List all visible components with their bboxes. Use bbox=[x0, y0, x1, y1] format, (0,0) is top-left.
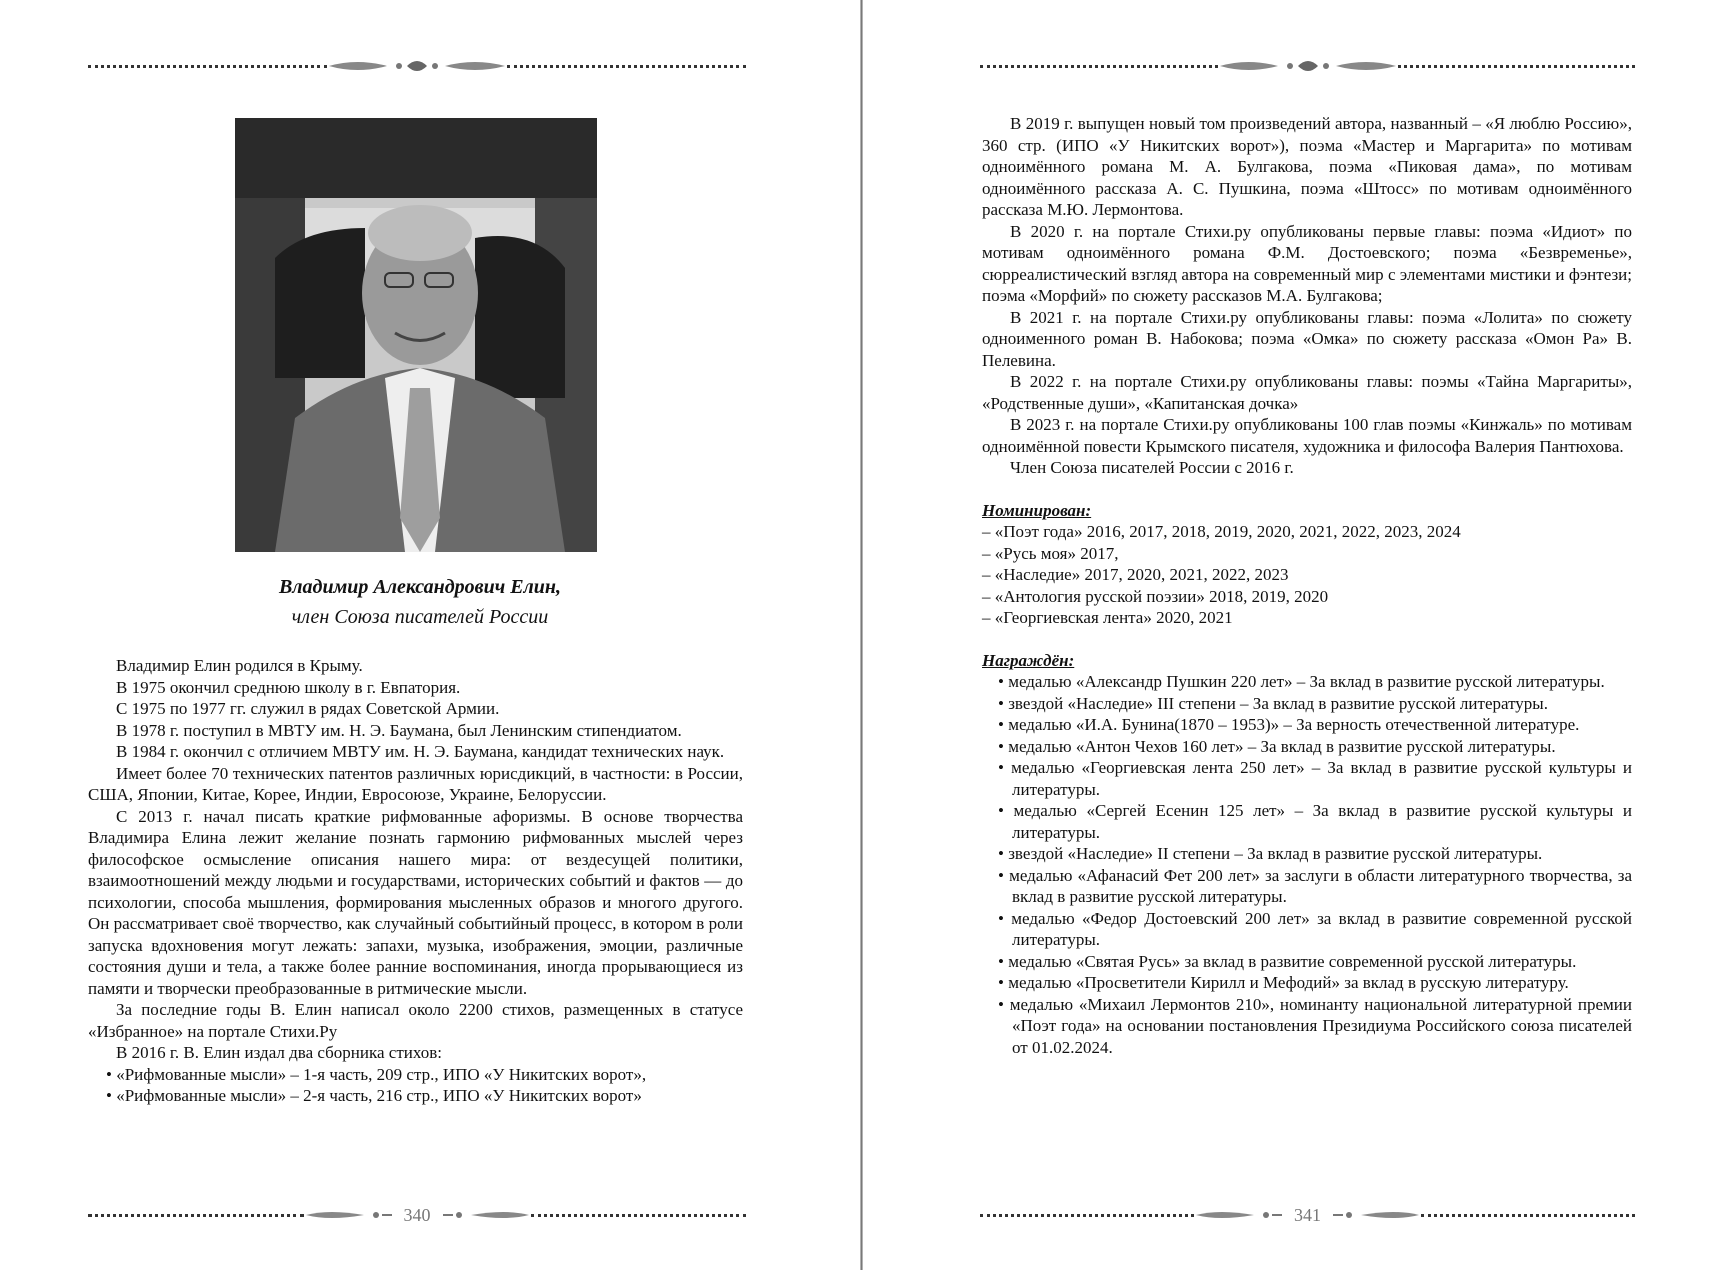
bio-paragraph: С 2013 г. начал писать краткие рифмованные афоризмы. В основе творчества Владимира Елина лежит желание познать гармонию рифмованных мыслей через философское осмысление описания нашего мира: от вездесущей политики, взаимоотношений между людьми и государствами, исторических событий и фактов — до психологии, способа мышления, формирования мысленных образов и многого другого. Он рассматривает своё творчество, как случайный событийный процесс, в котором в роли запуска вдохновения могут лежать: запахи, музыка, изображения, эмоции, различные состояния души и тела, а также более ранние воспоминания, иногда прорывающиеся из памяти и творчески преобразованные в ритмические мысли. bbox=[88, 806, 743, 998]
bio-paragraph: В 1978 г. поступил в МВТУ им. Н. Э. Баумана, был Ленинским стипендиатом. bbox=[116, 720, 682, 740]
nomination-item: – «Поэт года» 2016, 2017, 2018, 2019, 2020, 2021, 2022, 2023, 2024 bbox=[982, 522, 1461, 541]
left-biography-text bbox=[88, 655, 743, 1107]
bio-paragraph: С 1975 по 1977 гг. служил в рядах Советской Армии. bbox=[116, 699, 500, 718]
award-item: • медалью «Афанасий Фет 200 лет» за заслуги в области литературного творчества, за вклад в развитие русской литературы. bbox=[998, 865, 1632, 906]
page-number: 340 bbox=[403, 1204, 431, 1225]
bio-paragraph: В 2022 г. на портале Стихи.ру опубликованы главы: поэмы «Тайна Маргариты», «Родственные души», «Капитанская дочка» bbox=[982, 372, 1632, 413]
award-item: • звездой «Наследие» II степени – За вклад в развитие русской литературы. bbox=[998, 844, 1543, 863]
ornament-icon bbox=[1331, 1207, 1421, 1223]
award-item: • медалью «Георгиевская лента 250 лет» – За вклад в развитие русской культуры и литературы. bbox=[998, 758, 1632, 799]
nomination-item: – «Антология русской поэзии» 2018, 2019, 2020 bbox=[982, 586, 1329, 606]
award-item: • медалью «Святая Русь» за вклад в развитие современной русской литературы. bbox=[998, 951, 1577, 971]
ornament-icon bbox=[327, 56, 507, 76]
award-item: • медалью «Михаил Лермонтов 210», номинанту национальной литературной премии «Поэт года» на основании постановления Президиума Российского союза писателей от 01.02.2024. bbox=[998, 994, 1632, 1057]
award-item: • медалью «И.А. Бунина(1870 – 1953)» – За верность отечественной литературе. bbox=[998, 715, 1580, 734]
ornament-icon bbox=[304, 1207, 394, 1223]
page-number: 341 bbox=[1294, 1204, 1321, 1225]
ornament-icon bbox=[441, 1207, 531, 1223]
bio-paragraph: В 1984 г. окончил с отличием МВТУ им. Н. Э. Баумана, кандидат технических наук. bbox=[116, 742, 725, 761]
nomination-item: – «Русь моя» 2017, bbox=[982, 543, 1119, 563]
author-photo bbox=[235, 118, 597, 552]
award-item: • медалью «Сергей Есенин 125 лет» – За вклад в развитие русской культуры и литературы. bbox=[998, 801, 1632, 842]
award-item: • медалью «Федор Достоевский 200 лет» за вклад в развитие современной русской литературы. bbox=[998, 908, 1633, 949]
book-list-item: • «Рифмованные мысли» – 2-я часть, 216 стр., ИПО «У Никитских ворот» bbox=[106, 1086, 642, 1105]
award-item: • медалью «Просветители Кирилл и Мефодий» за вклад в русскую литературу. bbox=[998, 973, 1569, 992]
author-role-caption: член Союза писателей России bbox=[291, 606, 549, 628]
right-biography-text bbox=[982, 113, 1632, 1058]
bio-paragraph: В 2021 г. на портале Стихи.ру опубликованы главы: поэма «Лолита» по сюжету одноименного роман В. Набокова; поэма «Омка» по сюжету рассказа «Омон Ра» В. Пелевина. bbox=[982, 307, 1632, 370]
bio-paragraph: В 2020 г. на портале Стихи.ру опубликованы первые главы: поэма «Идиот» по мотивам одноимённого романа Ф.М. Достоевского; поэма «Безвременье», сюрреалистический взгляд автора на современный мир с элементами мистики и фэнтези; поэма «Морфий» по сюжету рассказов М.А. Булгакова; bbox=[982, 221, 1632, 305]
nominated-heading: Номинирован: bbox=[982, 500, 1092, 520]
ornament-icon bbox=[1218, 56, 1398, 76]
bio-paragraph: В 2016 г. В. Елин издал два сборника стихов: bbox=[116, 1043, 442, 1062]
author-name-caption: Владимир Александрович Елин, bbox=[278, 576, 562, 598]
header-ornament-left bbox=[88, 56, 746, 76]
award-item: • звездой «Наследие» III степени – За вклад в развитие русской литературы. bbox=[998, 693, 1548, 713]
footer-ornament-left bbox=[88, 1205, 746, 1225]
bio-paragraph: За последние годы В. Елин написал около 2200 стихов, размещенных в статусе «Избранное» на портале Стихи.Ру bbox=[88, 1000, 743, 1041]
awarded-heading: Награждён: bbox=[982, 650, 1075, 670]
footer-ornament-right bbox=[980, 1205, 1635, 1225]
bio-paragraph: Имеет более 70 технических патентов различных юрисдикций, в частности: в России, США, Японии, Китае, Корее, Индии, Евросоюзе, Украине, Белоруссии. bbox=[88, 763, 743, 804]
book-spine bbox=[860, 0, 863, 1270]
bio-paragraph: В 1975 окончил среднюю школу в г. Евпатория. bbox=[116, 677, 461, 697]
bio-paragraph: Член Союза писателей России с 2016 г. bbox=[1010, 458, 1294, 477]
book-list-item: • «Рифмованные мысли» – 1-я часть, 209 стр., ИПО «У Никитских ворот», bbox=[106, 1064, 647, 1084]
header-ornament-right bbox=[980, 56, 1635, 76]
award-item: • медалью «Антон Чехов 160 лет» – За вклад в развитие русской литературы. bbox=[998, 736, 1556, 756]
nomination-item: – «Георгиевская лента» 2020, 2021 bbox=[982, 608, 1233, 627]
bio-paragraph: В 2019 г. выпущен новый том произведений автора, названный – «Я люблю Россию», 360 стр. (ИПО «У Никитских ворот»), поэма «Мастер и Маргарита» по мотивам одноимённого романа М. А. Булгакова, поэма «Пиковая дама», по мотивам одноимённого рассказа А. С. Пушкина, поэма «Штосс» по мотивам одноимённого рассказа М.Ю. Лермонтова. bbox=[982, 114, 1632, 219]
bio-paragraph: Владимир Елин родился в Крыму. bbox=[116, 656, 363, 675]
nomination-item: – «Наследие» 2017, 2020, 2021, 2022, 2023 bbox=[982, 565, 1289, 584]
award-item: • медалью «Александр Пушкин 220 лет» – За вклад в развитие русской литературы. bbox=[998, 672, 1605, 691]
ornament-icon bbox=[1194, 1207, 1284, 1223]
bio-paragraph: В 2023 г. на портале Стихи.ру опубликованы 100 глав поэмы «Кинжаль» по мотивам одноимённой повести Крымского писателя, художника и философа Валерия Пантюхова. bbox=[982, 415, 1632, 456]
